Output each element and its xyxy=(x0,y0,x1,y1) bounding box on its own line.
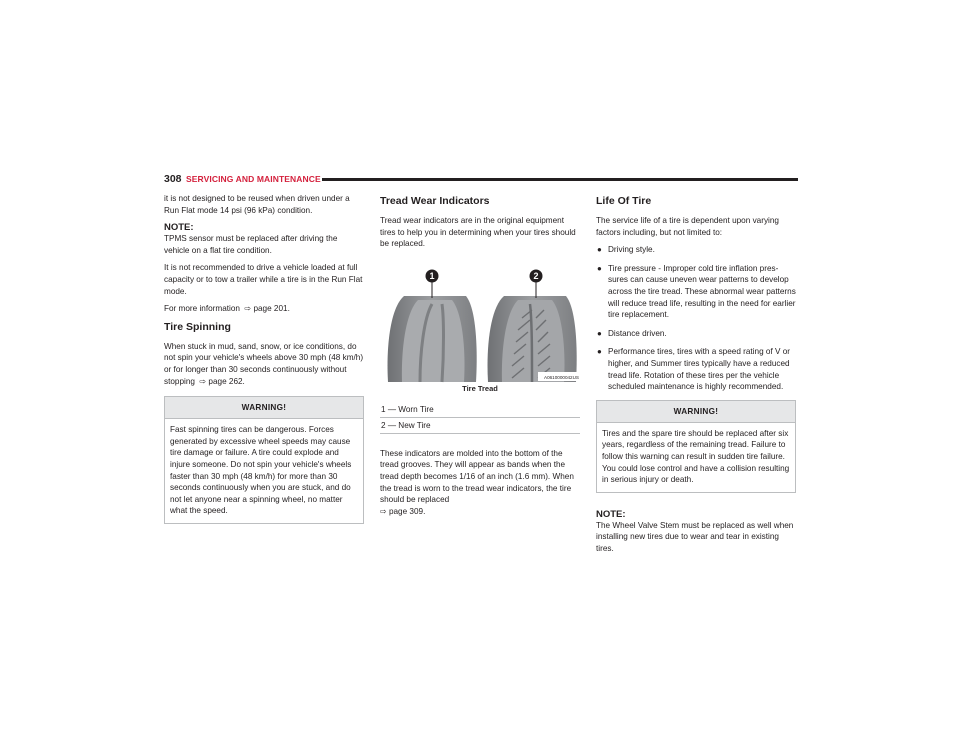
list-item: ● Driving style. xyxy=(597,245,655,255)
tread-wear-heading: Tread Wear Indicators xyxy=(380,195,490,207)
page-ref-arrow-icon: ⇨ xyxy=(242,304,254,314)
note-text: TPMS sensor must be replaced after driving the vehicle on a flat tire condition. xyxy=(164,234,338,255)
note-title: NOTE: xyxy=(596,508,626,520)
page-ref-link[interactable]: page 262. xyxy=(208,376,245,386)
tire-spinning-text: When stuck in mud, sand, snow, or ice conditions, do not spin your vehicle's wheels above 30 mph (48 km/h) or for longer than 30 seconds continuously without stopping xyxy=(164,341,364,386)
more-info-paragraph xyxy=(164,303,364,315)
factor-list xyxy=(596,244,796,393)
tread-wear-body-text: These indicators are molded into the bottom of the tread grooves. They will appear as bands when the tread depth becomes 1/16 of an inch (1.6 mm). When the tread is worn to the tread wear indicators, the tire should be replaced xyxy=(380,448,574,505)
more-info-text: For more information xyxy=(164,304,240,314)
warning-text: Tires and the spare tire should be replaced after six years, regardless of the remaining tread. Failure to follow this warning can result in sudden tire failure. You could lose control and have a collision resulting in serious injury or death. xyxy=(602,428,790,485)
new-tire-shape xyxy=(488,296,577,382)
tire-spinning-heading: Tire Spinning xyxy=(164,320,231,333)
warning-text: Fast spinning tires can be dangerous. Forces generated by excessive wheel speeds may cause tire damage or failure. A tire could explode and injure someone. Do not spin your vehicle's wheels faster than 30 mph (48 km/h) for more than 30 seconds continuously when you are stuck, and do not let anyone near a spinning wheel, no matter what the speed. xyxy=(170,425,352,516)
worn-tire-shape xyxy=(388,296,477,382)
legend-item: 2 — New Tire xyxy=(380,418,580,434)
section-title: SERVICING AND MAINTENANCE xyxy=(186,174,321,184)
header-rule xyxy=(322,178,798,181)
tread-wear-intro: Tread wear indicators are in the original equipment tires to help you in determining when your tires should be replaced. xyxy=(380,216,576,249)
list-item: ● Distance driven. xyxy=(597,328,667,338)
column-middle xyxy=(380,193,580,523)
page-ref-arrow-icon: ⇨ xyxy=(380,506,389,516)
column-left xyxy=(164,193,364,524)
bullet-icon: ● xyxy=(597,263,602,273)
note-text: The Wheel Valve Stem must be replaced as well when installing new tires due to wear and tear in existing tires. xyxy=(596,520,794,553)
tire-tread-illustration xyxy=(380,268,580,384)
warning-title: WARNING! xyxy=(597,401,795,423)
warning-title: WARNING! xyxy=(165,397,363,419)
column-right xyxy=(596,193,796,560)
page-ref-link[interactable]: page 201. xyxy=(253,304,290,314)
figure-code: A0610000042US xyxy=(544,374,579,380)
page-number: 308 xyxy=(164,173,182,185)
figure-legend xyxy=(380,402,580,434)
bullet-icon: ● xyxy=(597,328,602,338)
note-title: NOTE: xyxy=(164,222,194,234)
list-item: ● Tire pressure - Improper cold tire inflation pres-sures can cause uneven wear patterns to develop across the tire tread. These abnormal wear patterns will reduce tread life, resulting in the need for earlier tire replacement. xyxy=(597,263,796,320)
figure-caption: Tire Tread xyxy=(462,383,498,393)
bullet-icon: ● xyxy=(597,347,602,357)
life-of-tire-heading: Life Of Tire xyxy=(596,195,652,207)
callout-label-1: 1 xyxy=(429,270,435,281)
page-ref-arrow-icon: ⇨ xyxy=(197,376,209,386)
run-flat-paragraph: It is not recommended to drive a vehicle loaded at full capacity or to tow a trailer while a tire is in the Run Flat mode. xyxy=(164,263,363,296)
warning-box xyxy=(164,396,364,524)
list-item: ● Performance tires, tires with a speed rating of V or higher, and Summer tires typically have a reduced tread life. Rotation of these tires per the vehicle scheduled maintenance is highly recommended. xyxy=(597,347,791,392)
page-header xyxy=(164,173,798,185)
tire-tread-figure xyxy=(380,268,580,384)
warning-box xyxy=(596,400,796,493)
page-ref-link[interactable]: page 309. xyxy=(388,506,426,516)
tread-wear-body xyxy=(380,448,580,518)
tire-spinning-paragraph xyxy=(164,341,364,387)
intro-paragraph: it is not designed to be reused when driven under a Run Flat mode 14 psi (96 kPa) condition. xyxy=(164,194,350,215)
bullet-icon: ● xyxy=(597,245,602,255)
callout-label-2: 2 xyxy=(533,270,539,281)
life-of-tire-intro: The service life of a tire is dependent upon varying factors including, but not limited to: xyxy=(596,216,779,237)
legend-item: 1 — Worn Tire xyxy=(380,402,580,418)
